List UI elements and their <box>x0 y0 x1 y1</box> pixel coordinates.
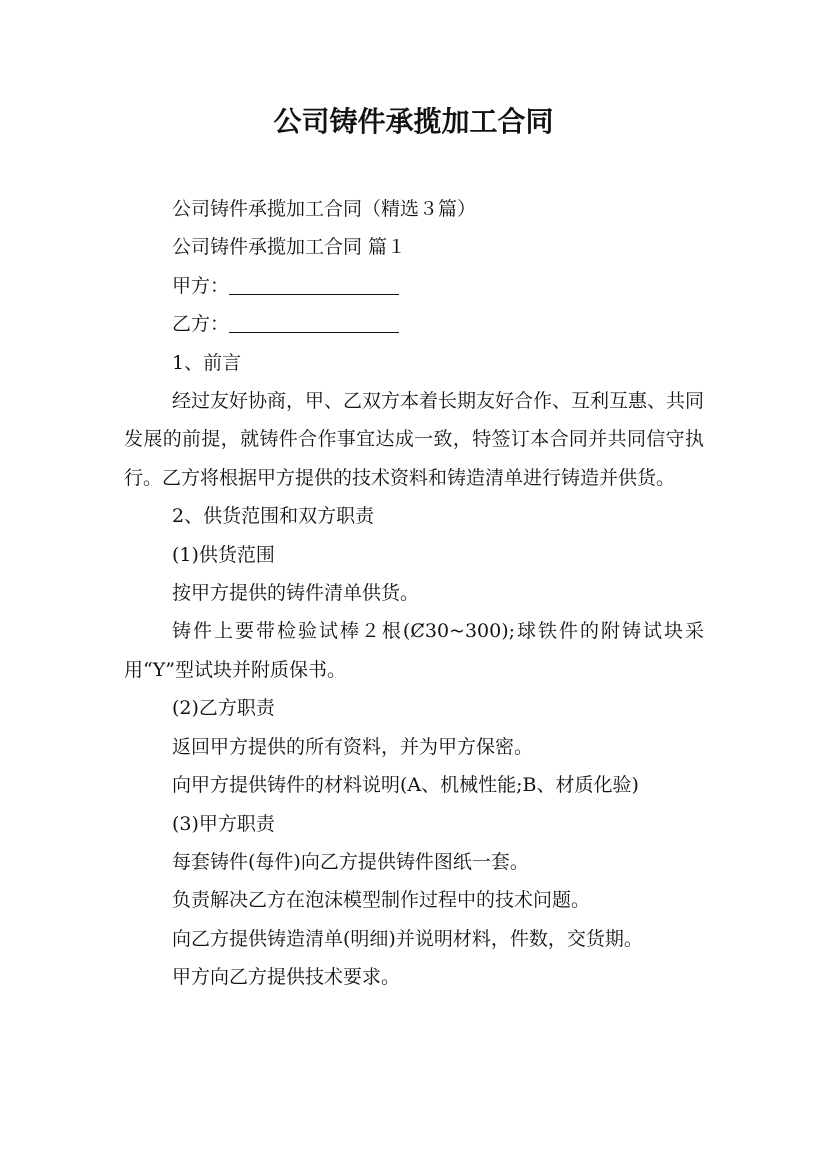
paragraph-preface-text: 经过友好协商，甲、乙双方本着长期友好合作、互利互惠、共同发展的前提，就铸件合作事宜达成一致，特签订本合同并共同信守执行。乙方将根据甲方提供的技术资料和铸造清单进行铸造并供货。 <box>124 390 705 489</box>
document-body <box>124 190 704 997</box>
paragraph-drawings: 每套铸件(每件)向乙方提供铸件图纸一套。 <box>172 850 529 873</box>
section-heading-scope: 2、供货范围和双方职责 <box>172 505 375 528</box>
party-a-label: 甲方： <box>172 274 230 297</box>
document-title: 公司铸件承揽加工合同 <box>273 105 554 138</box>
paragraph-material-description: 向甲方提供铸件的材料说明(A、机械性能;B、材质化验) <box>172 774 639 797</box>
paragraph-casting-list: 向乙方提供铸造清单(明细)并说明材料，件数，交货期。 <box>172 927 643 950</box>
party-b-blank <box>229 314 399 333</box>
paragraph-return-materials: 返回甲方提供的所有资料，并为甲方保密。 <box>172 735 534 758</box>
paragraph-subtitle: 公司铸件承揽加工合同（精选３篇） <box>172 198 477 220</box>
subheading-supply-scope: (1)供货范围 <box>172 543 275 566</box>
paragraph-technical-issues: 负责解决乙方在泡沫模型制作过程中的技术问题。 <box>172 889 591 912</box>
paragraph-test-bars: 铸件上要带检验试棒２根(Ȼ30~300);球铁件的附铸试块采用“Y”型试块并附质保书。 <box>124 620 704 681</box>
party-a-blank <box>229 276 399 295</box>
subheading-party-b-duties: (2)乙方职责 <box>172 697 275 720</box>
subheading-party-a-duties: (3)甲方职责 <box>172 812 275 835</box>
party-b-label: 乙方： <box>172 313 230 336</box>
party-b-line <box>124 305 704 343</box>
section-heading-preface: 1、前言 <box>172 351 242 374</box>
party-a-line <box>124 267 704 305</box>
paragraph-supply-list: 按甲方提供的铸件清单供货。 <box>172 582 420 605</box>
paragraph-part-heading: 公司铸件承揽加工合同 篇１ <box>172 236 407 259</box>
paragraph-technical-requirements: 甲方向乙方提供技术要求。 <box>172 966 401 989</box>
